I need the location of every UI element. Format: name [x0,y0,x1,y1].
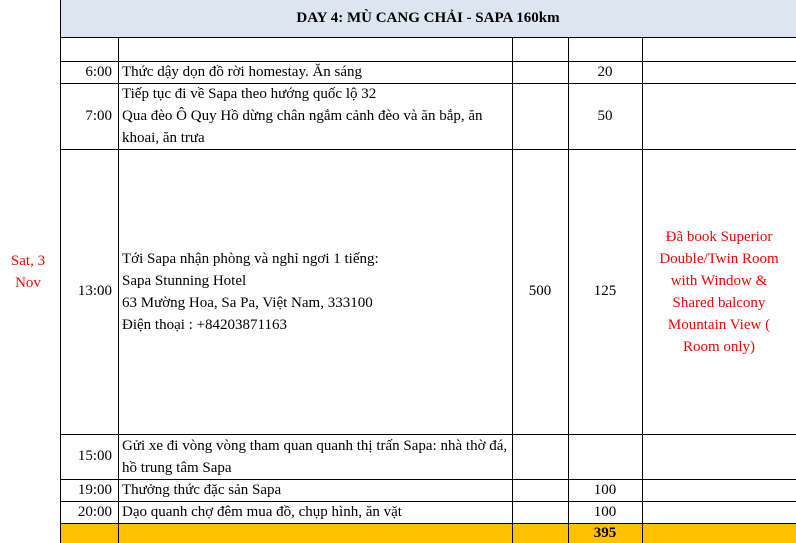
grid-line [60,37,796,38]
activity-cell: Tới Sapa nhận phòng và nghỉ ngơi 1 tiếng: Sapa Stunning Hotel 63 Mường Hoa, Sa Pa, Việt Nam, 333100 Điện thoại : +84203871163 [122,250,379,333]
time-cell: 19:00 [77,481,112,498]
cost-cell: 50 [597,107,613,124]
activity-cell: Thức dậy dọn đồ rời homestay. Ăn sáng [122,64,363,80]
activity-cell: Thưởng thức đặc sản Sapa [122,482,282,498]
time-cell: 13:00 [77,283,112,299]
booking-note: Đã book Superior Double/Twin Room with Window & Shared balcony Mountain View ( Room only) [659,228,779,355]
total-band [60,523,796,543]
activity-cell: Gửi xe đi vòng vòng tham quan quanh thị trấn Sapa: nhà thờ đá, hồ trung tâm Sapa [122,437,508,476]
time-cell: 20:00 [77,503,112,520]
day-title: DAY 4: MÙ CANG CHẢI - SAPA 160km [296,10,560,26]
grid-line [60,523,796,524]
activity-cell: Tiếp tục đi về Sapa theo hướng quốc lộ 32 Qua đèo Ô Quy Hồ dừng chân ngắm cảnh đèo và ăn bắp, ăn khoai, ăn trưa [122,86,483,146]
time-cell: 7:00 [85,107,112,124]
cost-cell: 100 [593,481,617,498]
time-cell: 15:00 [77,448,112,464]
time-cell: 6:00 [85,63,112,80]
amount-cell: 500 [528,283,552,299]
cost-cell: 100 [593,503,617,520]
activity-cell: Dạo quanh chợ đêm mua đồ, chụp hình, ăn vặt [122,504,402,520]
total-value: 395 [593,524,617,541]
day-label: Sat, 3 Nov [10,253,46,291]
cost-cell: 125 [593,283,617,299]
cost-cell: 20 [597,63,613,80]
